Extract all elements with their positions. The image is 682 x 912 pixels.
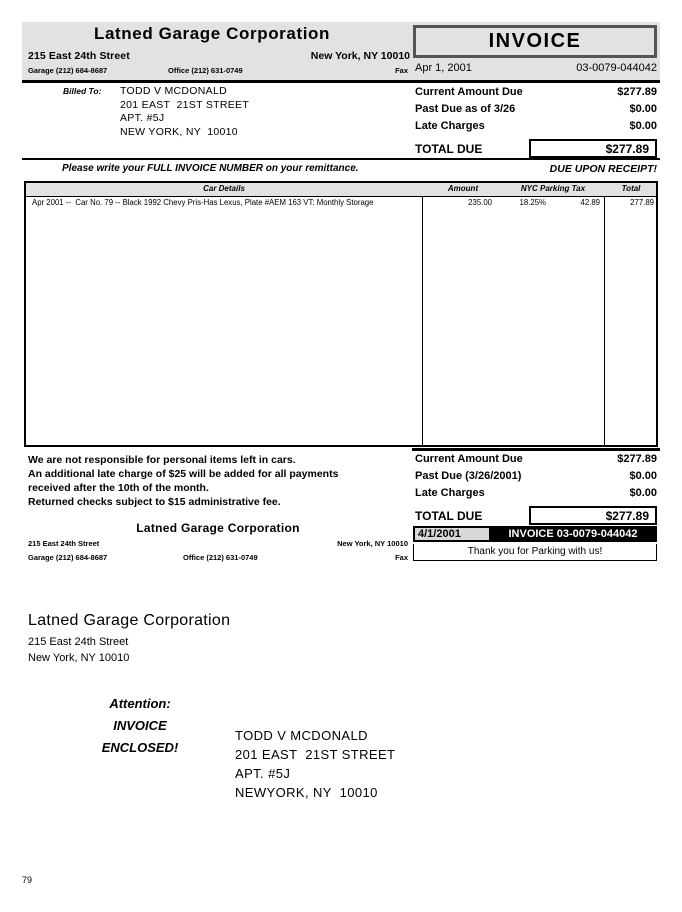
summary-total-label: TOTAL DUE	[415, 509, 483, 523]
row-total: 277.89	[630, 198, 654, 207]
mailing-to-line: APT. #5J	[235, 766, 291, 781]
note-line: Returned checks subject to $15 administrative fee.	[28, 496, 281, 508]
company-office-phone: Office (212) 631-0749	[168, 66, 243, 75]
row-tax-rate: 18.25%	[519, 198, 546, 207]
billed-to-line: NEW YORK, NY 10010	[120, 125, 238, 138]
footer-garage-phone: Garage (212) 684-8687	[28, 553, 108, 562]
due-upon-receipt: DUE UPON RECEIPT!	[549, 163, 657, 175]
footer-company-street: 215 East 24th Street	[28, 539, 100, 548]
stub-date: 4/1/2001	[415, 528, 491, 540]
company-name: Latned Garage Corporation	[93, 24, 331, 43]
thank-you-message: Thank you for Parking with us!	[413, 544, 657, 561]
row-description: Apr 2001 -- Car No. 79 -- Black 1992 Chevy Pris-Has Lexus, Plate #AEM 163 VT: Monthly Storage	[32, 198, 374, 207]
line-item-table	[24, 181, 658, 447]
note-line: received after the 10th of the month.	[28, 482, 209, 494]
summary-label: Current Amount Due	[415, 453, 523, 465]
summary-row	[415, 487, 657, 504]
invoice-number: 03-0079-044042	[576, 62, 657, 74]
summary-total-row	[415, 139, 657, 159]
column-divider	[422, 196, 423, 445]
company-street: 215 East 24th Street	[28, 50, 130, 62]
summary-row	[415, 453, 657, 470]
stub-bar	[413, 526, 657, 542]
note-line: We are not responsible for personal items left in cars.	[28, 454, 296, 466]
summary-row	[415, 103, 657, 120]
summary-row	[415, 86, 657, 103]
summary-total-label: TOTAL DUE	[415, 142, 483, 156]
column-header-amount: Amount	[447, 184, 479, 193]
summary-label: Past Due (3/26/2001)	[415, 470, 522, 482]
attention-notice	[60, 693, 220, 759]
billed-to-label: Billed To:	[63, 86, 102, 96]
billed-to-line: 201 EAST 21ST STREET	[120, 98, 250, 111]
header-rule	[22, 80, 660, 83]
mailing-from-name: Latned Garage Corporation	[28, 612, 231, 629]
summary-row	[415, 120, 657, 137]
company-garage-phone: Garage (212) 684-8687	[28, 66, 108, 75]
column-divider	[604, 196, 605, 445]
summary-value: $277.89	[617, 453, 657, 465]
company-fax-label: Fax	[395, 66, 408, 75]
mailing-from-address	[28, 634, 129, 666]
summary-label: Past Due as of 3/26	[415, 103, 516, 115]
note-line: An additional late charge of $25 will be added for all payments	[28, 468, 339, 480]
summary-top	[415, 86, 657, 159]
summary-value: $0.00	[629, 470, 657, 482]
mailing-to-line: TODD V MCDONALD	[235, 728, 368, 743]
column-header-details: Car Details	[203, 184, 245, 193]
attention-line: INVOICE	[113, 718, 167, 733]
company-city-state-zip: New York, NY 10010	[310, 50, 410, 62]
summary-total-row	[415, 506, 657, 526]
bottom-summary-rule	[412, 448, 660, 451]
summary-value: $277.89	[617, 86, 657, 98]
footer-fax-label: Fax	[395, 553, 408, 562]
summary-bottom	[415, 453, 657, 526]
mailing-to-line: 201 EAST 21ST STREET	[235, 747, 396, 762]
summary-value: $0.00	[629, 103, 657, 115]
footer-phone-row	[28, 553, 408, 565]
attention-line: Attention:	[109, 696, 171, 711]
summary-label: Late Charges	[415, 487, 485, 499]
attention-line: ENCLOSED!	[101, 740, 179, 755]
summary-label: Late Charges	[415, 120, 485, 132]
page-number: 79	[22, 875, 33, 885]
table-row	[26, 197, 656, 210]
summary-value: $0.00	[629, 120, 657, 132]
invoice-date: Apr 1, 2001	[415, 62, 472, 74]
footer-company-city: New York, NY 10010	[337, 539, 408, 548]
billed-to-line: TODD V MCDONALD	[120, 85, 227, 97]
invoice-title: INVOICE	[488, 30, 582, 52]
summary-total-value: $277.89	[529, 506, 657, 525]
column-header-tax: NYC Parking Tax	[520, 184, 586, 193]
summary-label: Current Amount Due	[415, 86, 523, 98]
billed-to-address	[120, 85, 249, 139]
summary-total-value: $277.89	[529, 139, 657, 158]
summary-row	[415, 470, 657, 487]
footer-company-name: Latned Garage Corporation	[136, 521, 300, 535]
invoice-title-box	[413, 25, 657, 58]
mailing-from-street: 215 East 24th Street	[28, 636, 129, 648]
mailing-to-address	[235, 726, 395, 802]
mailing-from-city: New York, NY 10010	[28, 652, 130, 664]
row-tax-amount: 42.89	[580, 198, 600, 207]
company-phone-row	[28, 66, 408, 78]
terms-notes	[28, 453, 403, 509]
remittance-note: Please write your FULL INVOICE NUMBER on your remittance.	[62, 163, 359, 174]
billed-to-line: APT. #5J	[120, 112, 165, 124]
stub-invoice-number: INVOICE 03-0079-044042	[491, 528, 655, 540]
row-amount: 235.00	[468, 198, 492, 207]
summary-value: $0.00	[629, 487, 657, 499]
mailing-to-line: NEWYORK, NY 10010	[235, 785, 378, 800]
mid-rule	[22, 158, 660, 160]
table-header-row	[26, 183, 656, 197]
footer-office-phone: Office (212) 631-0749	[183, 553, 258, 562]
column-header-total: Total	[621, 184, 641, 193]
